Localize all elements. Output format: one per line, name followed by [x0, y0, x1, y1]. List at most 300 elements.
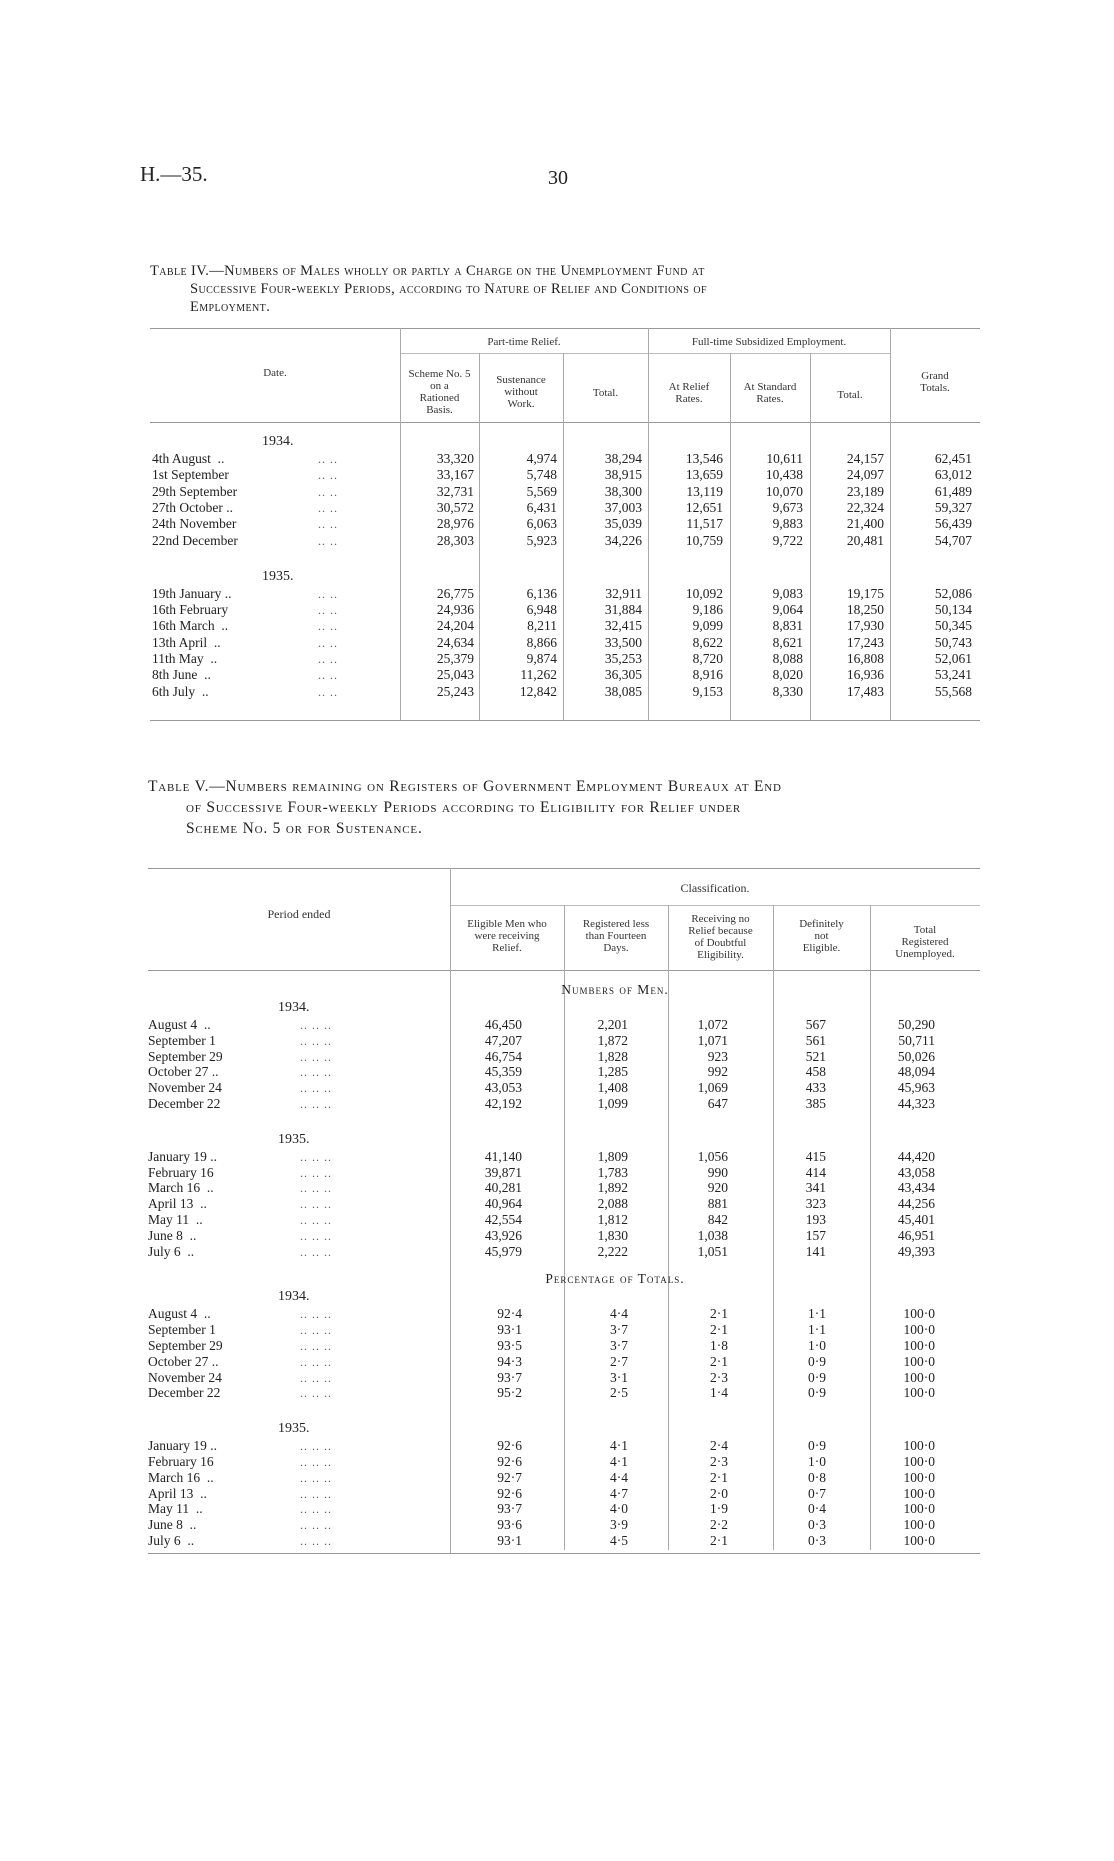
row-date: July 6 ..: [148, 1533, 195, 1548]
table-cell: 4·1: [610, 1438, 628, 1454]
table-cell: 94·3: [497, 1353, 522, 1369]
row-date: September 29: [148, 1048, 223, 1064]
table-cell: 10,092: [685, 585, 723, 601]
table-cell: 8,088: [772, 651, 803, 666]
leader-dots: .. .. ..: [300, 1228, 332, 1243]
table4-title-line1: Table IV.—Numbers of Males wholly or partly a Charge on the Unemployment Fund at: [150, 263, 705, 279]
table-cell: 4·4: [610, 1469, 628, 1485]
table-cell: 24,936: [436, 602, 474, 618]
table5-header-period: Period ended: [267, 907, 331, 921]
leader-dots: .. .. ..: [300, 1502, 332, 1517]
table-cell: 43,434: [897, 1180, 935, 1196]
row-date: 27th October ..: [152, 499, 233, 515]
table-cell: 59,327: [934, 499, 972, 515]
table-cell: 46,450: [484, 1017, 522, 1032]
table-cell: 100·0: [903, 1385, 935, 1401]
leader-dots: .. .. ..: [300, 1081, 332, 1096]
table5-title-line1: Table V.—Numbers remaining on Registers of Government Employment Bureaux at End: [148, 778, 782, 795]
table-cell: 61,489: [934, 483, 972, 499]
table-cell: 2·5: [610, 1385, 628, 1401]
table-cell: 414: [805, 1164, 826, 1180]
table-cell: 32,731: [436, 483, 474, 499]
table-cell: 24,634: [436, 634, 474, 650]
row-date: September 1: [148, 1322, 216, 1338]
table-cell: 92·6: [497, 1485, 522, 1501]
row-date: January 19 ..: [148, 1438, 217, 1454]
table4-header-total1: Total.: [592, 387, 619, 399]
table-cell: 93·7: [497, 1369, 522, 1385]
table-cell: 92·6: [497, 1454, 522, 1469]
table-cell: 5,748: [526, 467, 557, 483]
table-cell: 36,305: [604, 667, 642, 683]
row-date: October 27 ..: [148, 1064, 219, 1080]
year-label: 1935.: [278, 1131, 310, 1147]
row-date: 13th April ..: [152, 634, 221, 650]
page-reference: H.—35.: [140, 162, 208, 186]
row-date: October 27 ..: [148, 1353, 219, 1369]
table-cell: 8,211: [527, 618, 557, 634]
table-cell: 93·5: [497, 1338, 522, 1353]
table-cell: 0·9: [808, 1369, 826, 1385]
table-cell: 50,026: [897, 1048, 935, 1064]
table-cell: 30,572: [436, 499, 474, 515]
header-line: of Doubtful: [694, 937, 747, 949]
table-cell: 100·0: [903, 1338, 935, 1353]
table-cell: 2·7: [610, 1353, 628, 1369]
page-number: 30: [548, 167, 568, 189]
table-cell: 0·4: [808, 1501, 826, 1517]
leader-dots: .. .. ..: [300, 1339, 332, 1353]
table-cell: 38,294: [604, 451, 642, 466]
table-cell: 8,831: [772, 618, 803, 634]
table-cell: 100·0: [903, 1533, 935, 1548]
table-cell: 385: [805, 1096, 826, 1111]
row-date: 29th September: [152, 483, 238, 499]
header-line: Receiving no: [691, 913, 750, 925]
table-cell: 22,324: [846, 499, 884, 515]
table-cell: 17,243: [846, 634, 884, 650]
table-cell: 1·0: [808, 1338, 826, 1353]
table-cell: 4·7: [610, 1485, 628, 1501]
leader-dots: .. .. ..: [300, 1470, 332, 1485]
table-cell: 43,926: [484, 1227, 522, 1243]
table-cell: 43,058: [897, 1164, 935, 1180]
table-cell: 52,086: [934, 585, 972, 601]
table-cell: 12,651: [685, 499, 723, 515]
leader-dots: .. .. ..: [300, 1097, 332, 1111]
table5-header-definitely: [773, 918, 870, 954]
table-cell: 100·0: [903, 1501, 935, 1517]
table5-title: [148, 776, 978, 839]
table-cell: 8,020: [772, 667, 803, 683]
table-cell: 24,204: [436, 618, 474, 634]
row-date: August 4 ..: [148, 1017, 211, 1032]
table-cell: 62,451: [934, 451, 972, 466]
table-cell: 0·9: [808, 1353, 826, 1369]
table-cell: 24,157: [846, 451, 884, 466]
leader-dots: .. .. ..: [300, 1065, 332, 1080]
table-cell: 52,061: [934, 651, 972, 666]
table-cell: 881: [707, 1196, 728, 1212]
leader-dots: .. ..: [318, 619, 338, 634]
table-cell: 47,207: [484, 1032, 522, 1048]
table-cell: 13,659: [685, 467, 723, 483]
leader-dots: .. .. ..: [300, 1455, 332, 1469]
table-cell: 5,569: [526, 483, 557, 499]
table-cell: 50,134: [934, 602, 972, 618]
table-cell: 2·0: [710, 1485, 728, 1501]
header-line: Grand: [921, 370, 949, 382]
leader-dots: .. .. ..: [300, 1018, 332, 1032]
year-label: 1935.: [262, 568, 294, 584]
leader-dots: .. .. ..: [300, 1213, 332, 1227]
table-cell: 93·1: [497, 1322, 522, 1338]
row-date: 22nd December: [152, 532, 238, 548]
leader-dots: .. .. ..: [300, 1439, 332, 1454]
table-cell: 100·0: [903, 1485, 935, 1501]
leader-dots: .. .. ..: [300, 1033, 332, 1048]
row-date: April 13 ..: [148, 1196, 207, 1212]
table-cell: 1,099: [597, 1096, 628, 1111]
header-line: At Standard: [743, 381, 797, 393]
table4-title-line3: Employment.: [190, 299, 271, 315]
table-cell: 5,923: [526, 532, 557, 548]
table-cell: 50,345: [934, 618, 972, 634]
table-cell: 11,517: [686, 516, 723, 532]
table-cell: 19,175: [846, 585, 884, 601]
table5-title-line3: Scheme No. 5 or for Sustenance.: [186, 820, 423, 837]
table-cell: 53,241: [934, 667, 972, 683]
table-cell: 45,963: [897, 1080, 935, 1096]
leader-dots: .. ..: [318, 533, 338, 548]
table-cell: 12,842: [519, 683, 557, 699]
table-cell: 1,809: [597, 1148, 628, 1164]
leader-dots: .. .. ..: [300, 1486, 332, 1501]
table-cell: 1,408: [597, 1080, 628, 1096]
table-cell: 8,866: [526, 634, 557, 650]
table-cell: 43,053: [484, 1080, 522, 1096]
table-cell: 46,951: [897, 1227, 935, 1243]
table-cell: 93·7: [497, 1501, 522, 1517]
row-date: 8th June ..: [152, 667, 211, 683]
table4-header-standard-rates: [730, 381, 810, 405]
table-cell: 46,754: [484, 1048, 522, 1064]
table-cell: 33,320: [436, 451, 474, 466]
year-label: 1934.: [262, 434, 294, 449]
row-date: March 16 ..: [148, 1180, 214, 1196]
row-date: July 6 ..: [148, 1243, 195, 1259]
header-line: Eligibility.: [697, 949, 744, 961]
table-cell: 458: [805, 1064, 826, 1080]
header-line: Total: [913, 924, 937, 936]
table-cell: 33,167: [436, 467, 474, 483]
table-cell: 1·1: [808, 1306, 826, 1322]
table-cell: 4·4: [610, 1306, 628, 1322]
header-line: Rationed: [419, 392, 460, 404]
table4-title: [150, 262, 980, 316]
header-line: Relief because: [688, 925, 753, 937]
table-cell: 45,979: [484, 1243, 522, 1259]
table-cell: 9,883: [772, 516, 803, 532]
table-cell: 1,056: [697, 1148, 728, 1164]
table-cell: 1,830: [597, 1227, 628, 1243]
table-cell: 10,070: [765, 483, 803, 499]
table-cell: 8,621: [772, 634, 803, 650]
row-date: 1st September: [152, 467, 229, 483]
row-date: September 1: [148, 1032, 216, 1048]
table-cell: 1·1: [808, 1322, 826, 1338]
leader-dots: .. .. ..: [300, 1149, 332, 1164]
table-cell: 3·9: [610, 1517, 628, 1533]
table-cell: 1,285: [597, 1064, 628, 1080]
table-cell: 50,290: [897, 1017, 935, 1032]
table-cell: 2·4: [710, 1438, 728, 1454]
table5-header-classification: Classification.: [680, 881, 750, 895]
table-cell: 1·0: [808, 1454, 826, 1469]
header-line: Rates.: [756, 393, 784, 405]
table-cell: 55,568: [934, 683, 972, 699]
row-date: February 16: [148, 1164, 214, 1180]
table-cell: 0·9: [808, 1385, 826, 1401]
table-cell: 0·3: [808, 1517, 826, 1533]
table-cell: 8,720: [692, 651, 723, 666]
table-cell: 95·2: [497, 1385, 522, 1401]
table-cell: 18,250: [846, 602, 884, 618]
table-cell: 45,359: [484, 1064, 522, 1080]
year-label: 1935.: [278, 1421, 310, 1437]
table-cell: 9,722: [772, 532, 803, 548]
table-cell: 990: [707, 1164, 728, 1180]
table-cell: 93·1: [497, 1533, 522, 1548]
table-cell: 45,401: [897, 1212, 935, 1227]
table-cell: 13,546: [685, 451, 723, 466]
table-cell: 1,783: [597, 1164, 628, 1180]
table-cell: 63,012: [934, 467, 972, 483]
table-cell: 6,136: [526, 585, 557, 601]
section-title: Numbers of Men.: [561, 982, 669, 997]
table-cell: 1,872: [597, 1032, 628, 1048]
table-cell: 9,673: [772, 499, 803, 515]
table-cell: 1,828: [597, 1048, 628, 1064]
row-date: December 22: [148, 1385, 221, 1401]
table-cell: 50,711: [898, 1032, 935, 1048]
table-cell: 28,976: [436, 516, 474, 532]
table-cell: 31,884: [604, 602, 642, 618]
table-cell: 1,812: [597, 1212, 628, 1227]
table-cell: 8,330: [772, 683, 803, 699]
table-cell: 341: [805, 1180, 826, 1196]
table-cell: 100·0: [903, 1469, 935, 1485]
table-cell: 323: [805, 1196, 826, 1212]
row-date: December 22: [148, 1096, 221, 1111]
header-line: At Relief: [668, 381, 710, 393]
row-date: June 8 ..: [148, 1227, 197, 1243]
table-cell: 44,420: [897, 1148, 935, 1164]
header-line: Eligible.: [802, 942, 841, 954]
row-date: May 11 ..: [148, 1212, 203, 1227]
table-cell: 2,088: [597, 1196, 628, 1212]
table-cell: 6,431: [526, 499, 557, 515]
table-cell: 9,064: [772, 602, 803, 618]
header-line: Days.: [603, 942, 629, 954]
table-cell: 100·0: [903, 1353, 935, 1369]
row-date: September 29: [148, 1338, 223, 1353]
header-line: not: [814, 930, 829, 942]
table4-header-grand: [890, 370, 980, 394]
table-cell: 16,936: [846, 667, 884, 683]
row-date: August 4 ..: [148, 1306, 211, 1322]
table4-header-relief-rates: [648, 381, 730, 405]
table-cell: 35,253: [604, 651, 642, 666]
table-cell: 193: [805, 1212, 826, 1227]
leader-dots: .. .. ..: [300, 1354, 332, 1369]
table-cell: 38,085: [604, 683, 642, 699]
header-line: Eligible Men who: [467, 918, 547, 930]
table4-header-total2: Total.: [837, 389, 863, 401]
table-cell: 17,930: [846, 618, 884, 634]
section-title: Percentage of Totals.: [545, 1271, 685, 1287]
leader-dots: .. ..: [318, 684, 338, 699]
table-cell: 842: [707, 1212, 728, 1227]
row-date: March 16 ..: [148, 1469, 214, 1485]
table-cell: 1,892: [597, 1180, 628, 1196]
table-cell: 6,948: [526, 602, 557, 618]
row-date: November 24: [148, 1369, 222, 1385]
table-cell: 141: [805, 1243, 826, 1259]
table-cell: 41,140: [484, 1148, 522, 1164]
header-line: Basis.: [426, 404, 453, 416]
leader-dots: .. .. ..: [300, 1518, 332, 1533]
header-line: Sustenance: [496, 374, 546, 386]
table-cell: 56,439: [934, 516, 972, 532]
row-date: February 16: [148, 1454, 214, 1469]
table-cell: 2·3: [710, 1454, 728, 1469]
table-cell: 20,481: [846, 532, 884, 548]
table-cell: 567: [805, 1017, 826, 1032]
table-cell: 3·1: [610, 1369, 628, 1385]
row-date: 11th May ..: [152, 651, 218, 666]
table-cell: 2·1: [710, 1533, 728, 1548]
table-cell: 4,974: [526, 451, 557, 466]
table-cell: 40,964: [484, 1196, 522, 1212]
leader-dots: .. ..: [318, 500, 338, 515]
table-cell: 44,323: [897, 1096, 935, 1111]
table-cell: 1,071: [697, 1032, 728, 1048]
leader-dots: .. ..: [318, 668, 338, 683]
table-cell: 100·0: [903, 1369, 935, 1385]
table-cell: 23,189: [846, 483, 884, 499]
table-cell: 4·5: [610, 1533, 628, 1548]
leader-dots: .. .. ..: [300, 1323, 332, 1338]
table-cell: 100·0: [903, 1517, 935, 1533]
header-line: Work.: [507, 398, 535, 410]
table-cell: 2·1: [710, 1322, 728, 1338]
table-cell: 9,874: [526, 651, 557, 666]
table-cell: 920: [707, 1180, 728, 1196]
table-cell: 13,119: [686, 483, 723, 499]
leader-dots: .. .. ..: [300, 1534, 332, 1548]
table5-header-receiving-no: [668, 913, 773, 961]
leader-dots: .. .. ..: [300, 1386, 332, 1401]
table5-title-line2: of Successive Four-weekly Periods according to Eligibility for Relief under: [186, 799, 742, 816]
table4-header-full-time: Full-time Subsidized Employment.: [691, 336, 847, 348]
table-cell: 100·0: [903, 1438, 935, 1454]
table5-header-total: [870, 924, 980, 960]
table-cell: 3·7: [610, 1338, 628, 1353]
leader-dots: .. ..: [318, 603, 338, 618]
table-cell: 415: [805, 1148, 826, 1164]
table-cell: 4·0: [610, 1501, 628, 1517]
table-cell: 1,069: [697, 1080, 728, 1096]
table-cell: 923: [707, 1048, 728, 1064]
table-cell: 37,003: [604, 499, 642, 515]
header-line: Unemployed.: [895, 948, 955, 960]
table-cell: 2·2: [710, 1517, 728, 1533]
row-date: 4th August ..: [152, 451, 225, 466]
table-cell: 1·8: [710, 1338, 728, 1353]
header-line: without: [504, 386, 538, 398]
table-cell: 10,759: [685, 532, 723, 548]
table-cell: 521: [805, 1048, 826, 1064]
table-cell: 100·0: [903, 1322, 935, 1338]
row-date: January 19 ..: [148, 1148, 217, 1164]
table-cell: 8,622: [692, 634, 723, 650]
row-date: 6th July ..: [152, 683, 209, 699]
table-cell: 2,201: [597, 1017, 628, 1032]
row-date: June 8 ..: [148, 1517, 197, 1533]
table-cell: 54,707: [934, 532, 972, 548]
table-cell: 100·0: [903, 1454, 935, 1469]
table-cell: 4·1: [610, 1454, 628, 1469]
table-cell: 48,094: [897, 1064, 935, 1080]
table-cell: 3·7: [610, 1322, 628, 1338]
table-cell: 25,043: [436, 667, 474, 683]
row-date: 24th November: [152, 516, 237, 532]
table-cell: 2·1: [710, 1469, 728, 1485]
table-cell: 1·4: [710, 1385, 728, 1401]
table-cell: 32,911: [605, 585, 642, 601]
leader-dots: .. .. ..: [300, 1244, 332, 1259]
leader-dots: .. .. ..: [300, 1370, 332, 1385]
leader-dots: .. ..: [318, 484, 338, 499]
table-cell: 6,063: [526, 516, 557, 532]
table-cell: 92·4: [497, 1306, 522, 1322]
table5-header-eligible: [450, 918, 564, 954]
header-line: Definitely: [799, 918, 844, 930]
table-cell: 50,743: [934, 634, 972, 650]
row-date: 19th January ..: [152, 585, 232, 601]
table-cell: 1,072: [697, 1017, 728, 1032]
row-date: 16th February: [152, 602, 229, 618]
table-cell: 93·6: [497, 1517, 522, 1533]
leader-dots: .. ..: [318, 635, 338, 650]
table-cell: 0·7: [808, 1485, 826, 1501]
table-cell: 35,039: [604, 516, 642, 532]
table-cell: 1·9: [710, 1501, 728, 1517]
table4-header-scheme5: [400, 368, 479, 416]
leader-dots: .. ..: [318, 586, 338, 601]
table-cell: 433: [805, 1080, 826, 1096]
table-cell: 44,256: [897, 1196, 935, 1212]
table-cell: 25,379: [436, 651, 474, 666]
year-label: 1934.: [278, 1000, 310, 1015]
header-line: were receiving: [474, 930, 540, 942]
leader-dots: .. ..: [318, 452, 338, 466]
table-cell: 32,415: [604, 618, 642, 634]
table-cell: 2,222: [597, 1243, 628, 1259]
table-cell: 25,243: [436, 683, 474, 699]
table-cell: 38,915: [604, 467, 642, 483]
